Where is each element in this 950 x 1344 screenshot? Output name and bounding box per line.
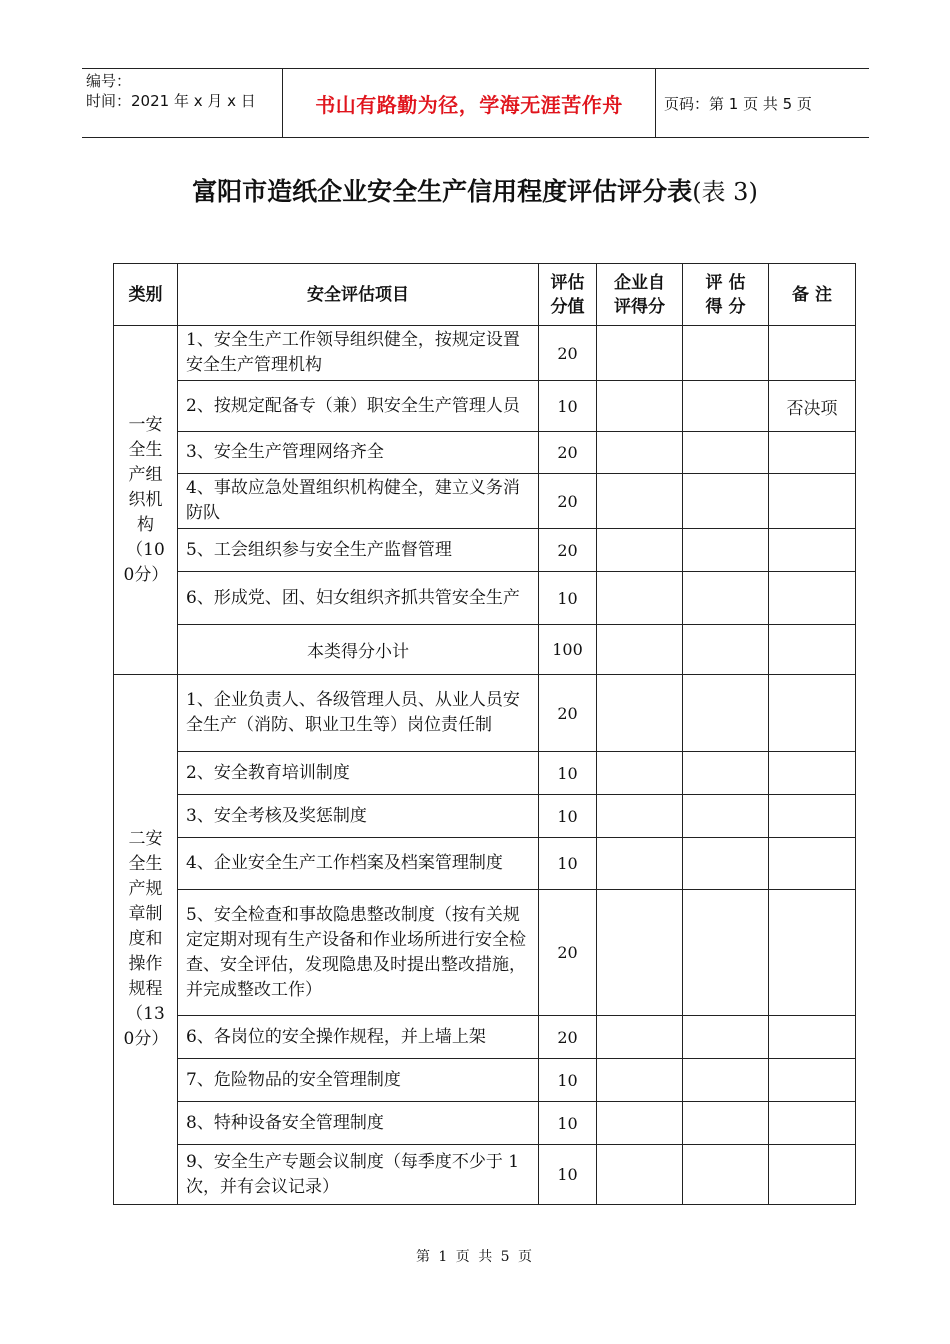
table-row <box>114 890 856 1016</box>
self-score-cell[interactable] <box>597 1016 683 1059</box>
value-cell: 10 <box>539 795 597 838</box>
item-cell: 5、安全检查和事故隐患整改制度（按有关规定定期对现有生产设备和作业场所进行安全检查、安全评估，发现隐患及时提出整改措施，并完成整改工作） <box>178 890 539 1016</box>
self-score-cell[interactable] <box>597 474 683 529</box>
note-cell <box>769 675 856 752</box>
score-table <box>113 263 856 1205</box>
score-cell[interactable] <box>683 381 769 432</box>
self-score-cell[interactable] <box>597 432 683 474</box>
header-score: 评 估 得 分 <box>683 264 769 326</box>
self-score-cell[interactable] <box>597 890 683 1016</box>
value-cell: 10 <box>539 1102 597 1145</box>
score-cell[interactable] <box>683 326 769 381</box>
note-cell <box>769 529 856 572</box>
note-cell <box>769 432 856 474</box>
self-score-cell[interactable] <box>597 381 683 432</box>
value-cell: 10 <box>539 1145 597 1205</box>
score-cell[interactable] <box>683 890 769 1016</box>
item-cell: 1、安全生产工作领导组织健全，按规定设置安全生产管理机构 <box>178 326 539 381</box>
header-note: 备 注 <box>769 264 856 326</box>
title-suffix: (表 3) <box>692 178 758 206</box>
item-cell: 7、危险物品的安全管理制度 <box>178 1059 539 1102</box>
item-cell: 1、企业负责人、各级管理人员、从业人员安全生产（消防、职业卫生等）岗位责任制 <box>178 675 539 752</box>
value-cell: 20 <box>539 675 597 752</box>
value-cell: 20 <box>539 1016 597 1059</box>
self-score-cell[interactable] <box>597 326 683 381</box>
self-score-cell[interactable] <box>597 1102 683 1145</box>
item-cell: 2、按规定配备专（兼）职安全生产管理人员 <box>178 381 539 432</box>
header-self-score: 企业自评得分 <box>597 264 683 326</box>
item-cell: 3、安全生产管理网络齐全 <box>178 432 539 474</box>
header-category: 类别 <box>114 264 178 326</box>
self-score-cell[interactable] <box>597 1059 683 1102</box>
value-cell: 20 <box>539 432 597 474</box>
table-row <box>114 752 856 795</box>
table-row <box>114 838 856 890</box>
category-cell: 二安全生产规章制度和操作规程（130分） <box>114 675 178 1205</box>
date-label: 时间：2021 年 x 月 x 日 <box>86 92 256 110</box>
table-row <box>114 572 856 625</box>
self-score-cell[interactable] <box>597 795 683 838</box>
self-score-cell[interactable] <box>597 838 683 890</box>
self-score-cell[interactable] <box>597 675 683 752</box>
value-cell: 10 <box>539 838 597 890</box>
item-cell: 4、事故应急处置组织机构健全，建立义务消防队 <box>178 474 539 529</box>
note-cell <box>769 474 856 529</box>
page-footer: 第 1 页 共 5 页 <box>415 1249 535 1265</box>
note-cell <box>769 326 856 381</box>
item-cell: 9、安全生产专题会议制度（每季度不少于 1 次，并有会议记录） <box>178 1145 539 1205</box>
self-score-cell[interactable] <box>597 1145 683 1205</box>
serial-label: 编号： <box>86 72 132 90</box>
item-cell: 4、企业安全生产工作档案及档案管理制度 <box>178 838 539 890</box>
score-cell[interactable] <box>683 675 769 752</box>
score-cell[interactable] <box>683 1016 769 1059</box>
self-score-cell[interactable] <box>597 625 683 675</box>
score-cell[interactable] <box>683 529 769 572</box>
note-cell <box>769 1059 856 1102</box>
value-cell: 20 <box>539 890 597 1016</box>
note-cell <box>769 1145 856 1205</box>
table-row <box>114 326 856 381</box>
score-cell[interactable] <box>683 474 769 529</box>
value-cell: 10 <box>539 381 597 432</box>
table-row <box>114 1145 856 1205</box>
note-cell <box>769 838 856 890</box>
table-row <box>114 474 856 529</box>
value-cell: 10 <box>539 1059 597 1102</box>
item-cell: 3、安全考核及奖惩制度 <box>178 795 539 838</box>
header-item: 安全评估项目 <box>178 264 539 326</box>
score-cell[interactable] <box>683 752 769 795</box>
value-cell: 20 <box>539 529 597 572</box>
note-cell <box>769 890 856 1016</box>
table-row <box>114 381 856 432</box>
value-cell: 20 <box>539 474 597 529</box>
score-cell[interactable] <box>683 838 769 890</box>
item-cell: 5、工会组织参与安全生产监督管理 <box>178 529 539 572</box>
value-cell: 10 <box>539 572 597 625</box>
value-cell: 20 <box>539 326 597 381</box>
category-cell: 一安全生产组织机构（100分） <box>114 326 178 675</box>
item-cell: 6、形成党、团、妇女组织齐抓共管安全生产 <box>178 572 539 625</box>
self-score-cell[interactable] <box>597 529 683 572</box>
header-page-info: 页码：第 1 页 共 5 页 <box>664 94 812 113</box>
score-cell[interactable] <box>683 795 769 838</box>
header-meta <box>86 71 282 135</box>
document-header <box>82 68 869 138</box>
page-title <box>0 172 950 208</box>
score-cell[interactable] <box>683 1102 769 1145</box>
note-cell <box>769 752 856 795</box>
table-row <box>114 1016 856 1059</box>
score-cell[interactable] <box>683 1145 769 1205</box>
header-value: 评估分值 <box>539 264 597 326</box>
score-cell[interactable] <box>683 432 769 474</box>
subtotal-row <box>114 625 856 675</box>
table-row <box>114 1102 856 1145</box>
table-row <box>114 795 856 838</box>
score-cell[interactable] <box>683 1059 769 1102</box>
item-cell: 6、各岗位的安全操作规程，并上墙上架 <box>178 1016 539 1059</box>
score-cell[interactable] <box>683 572 769 625</box>
self-score-cell[interactable] <box>597 752 683 795</box>
table-row <box>114 432 856 474</box>
score-cell[interactable] <box>683 625 769 675</box>
subtotal-label: 本类得分小计 <box>178 625 539 675</box>
value-cell: 10 <box>539 752 597 795</box>
table-row <box>114 529 856 572</box>
item-cell: 2、安全教育培训制度 <box>178 752 539 795</box>
table-header-row <box>114 264 856 326</box>
item-cell: 8、特种设备安全管理制度 <box>178 1102 539 1145</box>
table-row <box>114 1059 856 1102</box>
note-cell <box>769 625 856 675</box>
note-cell: 否决项 <box>769 381 856 432</box>
header-motto: 书山有路勤为径，学海无涯苦作舟 <box>282 69 656 137</box>
note-cell <box>769 572 856 625</box>
note-cell <box>769 1102 856 1145</box>
title-main: 富阳市造纸企业安全生产信用程度评估评分表 <box>192 177 693 206</box>
table-row <box>114 675 856 752</box>
note-cell <box>769 1016 856 1059</box>
note-cell <box>769 795 856 838</box>
self-score-cell[interactable] <box>597 572 683 625</box>
subtotal-value: 100 <box>539 625 597 675</box>
